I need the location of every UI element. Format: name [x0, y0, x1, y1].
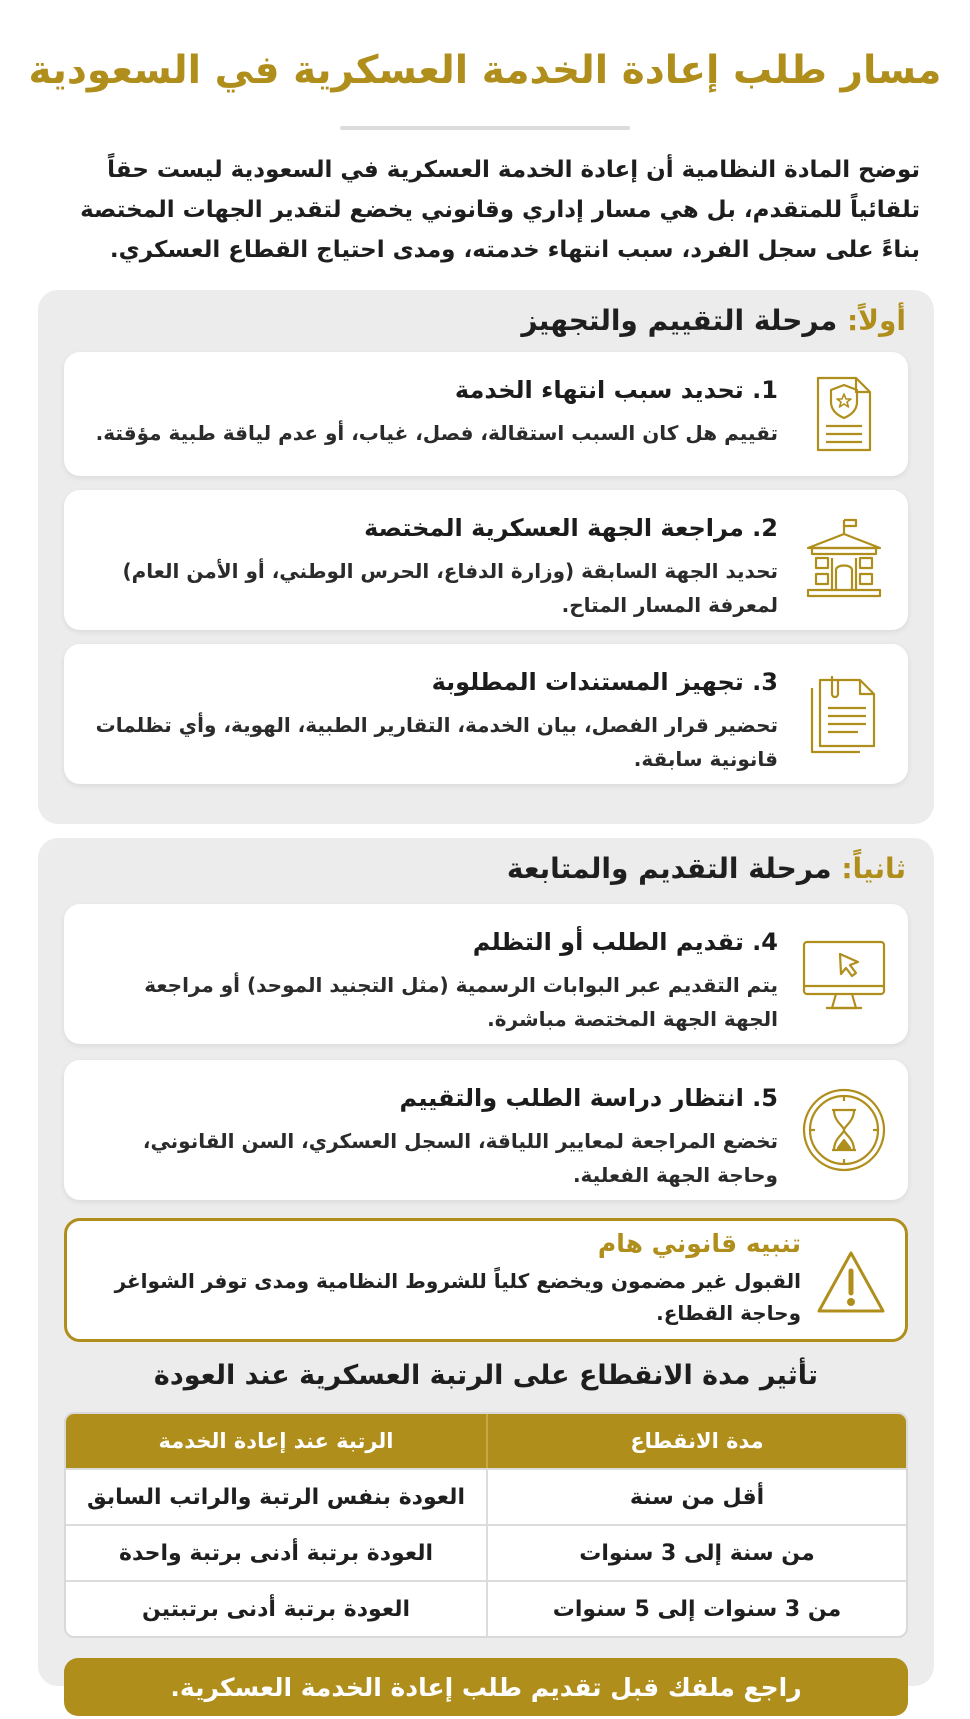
government-building-icon: [798, 514, 890, 606]
section-submission: [38, 838, 934, 1702]
table-cell: من 3 سنوات إلى 5 سنوات: [486, 1582, 906, 1636]
step-description: تقييم هل كان السبب استقالة، فصل، غياب، أو عدم لياقة طبية مؤقتة.: [95, 421, 778, 445]
table-row: [66, 1468, 906, 1524]
table-header-cell: الرتبة عند إعادة الخدمة: [158, 1429, 394, 1453]
section-heading: [507, 852, 906, 885]
table-cell: العودة برتبة أدنى برتبتين: [141, 1596, 411, 1622]
table-header-row: [66, 1414, 906, 1468]
alert-body: القبول غير مضمون ويخضع كلياً للشروط النظامية ومدى توفر الشواغر وحاجة القطاع.: [114, 1269, 801, 1325]
alert-title: تنبيه قانوني هام: [597, 1229, 801, 1258]
step-card: [64, 904, 908, 1044]
warning-triangle-icon: [815, 1249, 887, 1315]
step-card: [64, 352, 908, 476]
table-cell: أقل من سنة: [486, 1470, 906, 1524]
section-evaluation: [38, 290, 934, 824]
table-title: تأثير مدة الانقطاع على الرتبة العسكرية عند العودة: [153, 1360, 819, 1391]
page-title: مسار طلب إعادة الخدمة العسكرية في السعودية: [28, 48, 942, 93]
legal-alert: [64, 1218, 908, 1342]
table-row: [66, 1524, 906, 1580]
step-title: 5. انتظار دراسة الطلب والتقييم: [399, 1084, 778, 1112]
section-prefix: أولاً:: [846, 304, 906, 337]
section-heading-text: مرحلة التقييم والتجهيز: [521, 304, 838, 337]
intro-paragraph: توضح المادة النظامية أن إعادة الخدمة العسكرية في السعودية ليست حقاً تلقائياً للمتقدم، بل هي مسار إداري وقانوني يخضع لتقدير الجهات المختصة بناءً على سجل الفرد، سبب انتهاء خدمته، ومدى احتياج القطاع العسكري.: [80, 157, 920, 263]
footer-banner: راجع ملفك قبل تقديم طلب إعادة الخدمة العسكرية.: [64, 1658, 908, 1716]
section-prefix: ثانياً:: [841, 852, 906, 885]
step-description: تخضع المراجعة لمعايير اللياقة، السجل العسكري، السن القانوني، وحاجة الجهة الفعلية.: [142, 1129, 778, 1187]
step-title: 1. تحديد سبب انتهاء الخدمة: [454, 376, 778, 404]
step-title: 3. تجهيز المستندات المطلوبة: [431, 668, 778, 696]
table-cell: من سنة إلى 3 سنوات: [486, 1526, 906, 1580]
hourglass-clock-icon: [798, 1084, 890, 1176]
step-description: تحديد الجهة السابقة (وزارة الدفاع، الحرس الوطني، أو الأمن العام) لمعرفة المسار المتاح.: [122, 559, 778, 617]
clipped-documents-icon: [798, 668, 890, 760]
document-badge-icon: [798, 368, 890, 460]
monitor-cursor-icon: [798, 928, 890, 1020]
rank-table: [64, 1412, 908, 1638]
step-title: 4. تقديم الطلب أو التظلم: [472, 928, 778, 956]
step-description: تحضير قرار الفصل، بيان الخدمة، التقارير الطبية، الهوية، وأي تظلمات قانونية سابقة.: [95, 713, 778, 771]
step-card: [64, 490, 908, 630]
step-card: [64, 644, 908, 784]
table-cell: العودة بنفس الرتبة والراتب السابق: [87, 1484, 465, 1510]
step-card: [64, 1060, 908, 1200]
step-description: يتم التقديم عبر البوابات الرسمية (مثل التجنيد الموحد) أو مراجعة الجهة الجهة المختصة مباشرة.: [144, 973, 778, 1031]
section-heading-text: مرحلة التقديم والمتابعة: [506, 852, 832, 885]
table-header-cell: مدة الانقطاع: [486, 1414, 906, 1468]
section-heading: [521, 304, 906, 337]
title-divider: [340, 126, 630, 130]
table-cell: العودة برتبة أدنى برتبة واحدة: [118, 1540, 434, 1566]
table-row: [66, 1580, 906, 1636]
step-title: 2. مراجعة الجهة العسكرية المختصة: [364, 514, 778, 542]
